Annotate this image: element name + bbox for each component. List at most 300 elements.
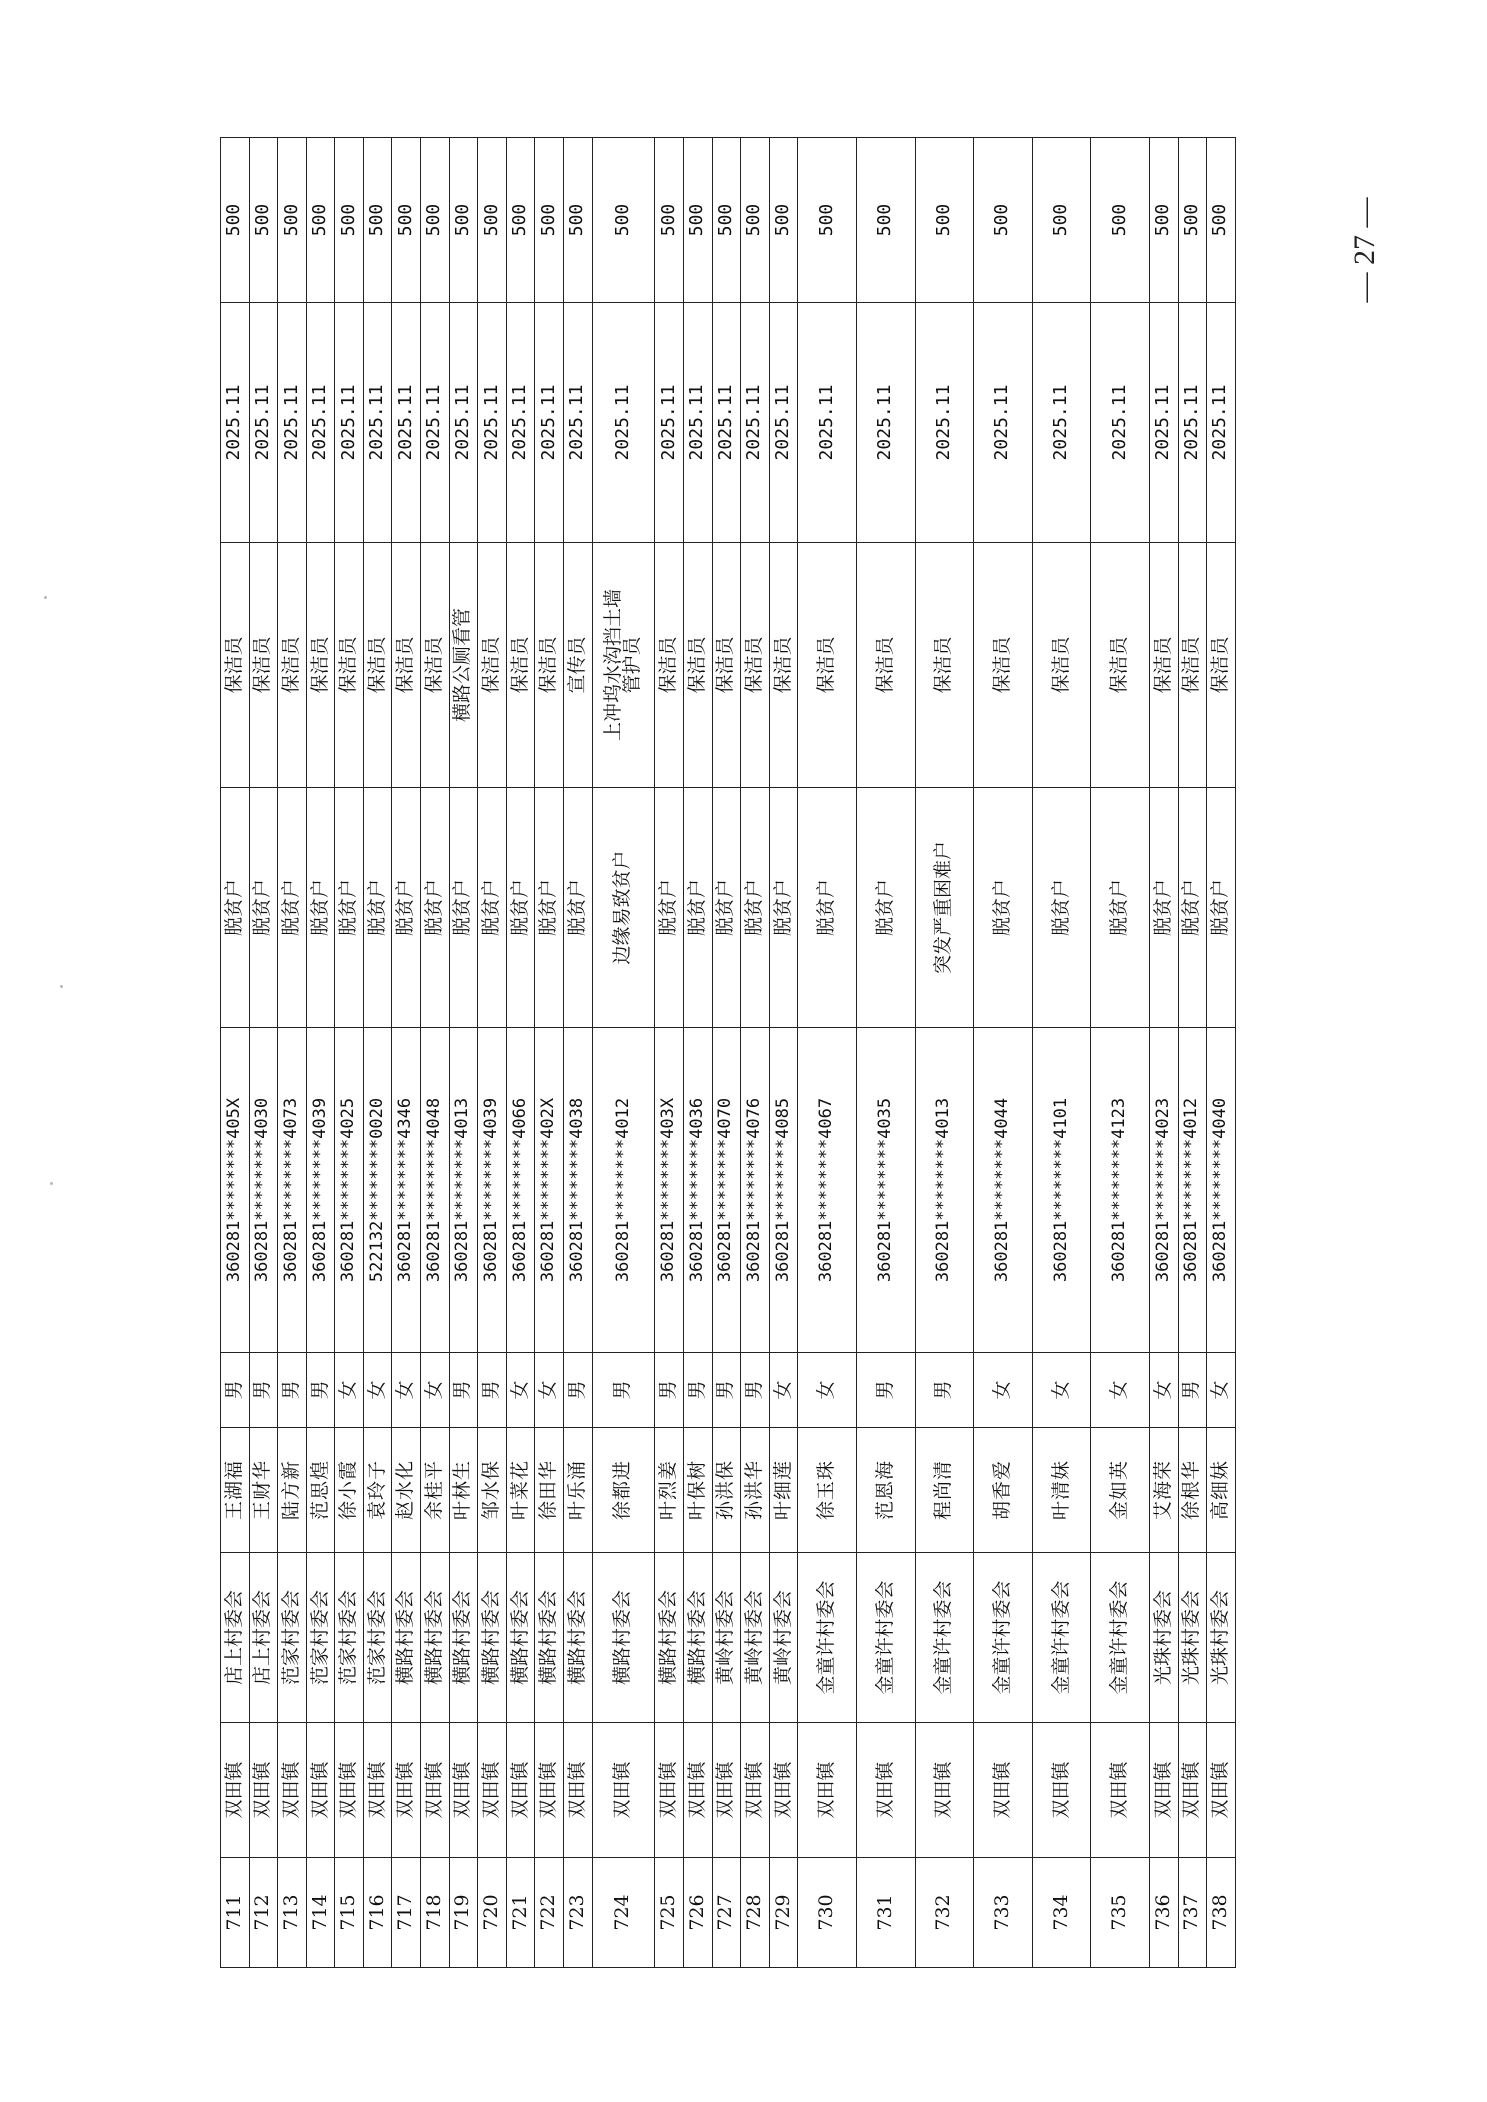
scan-speck <box>60 985 63 988</box>
id-number-cell: 360281********4013 <box>449 1028 478 1353</box>
job-cell <box>478 543 507 788</box>
gender-cell: 女 <box>1032 1353 1091 1428</box>
household-type-cell: 脱贫户 <box>335 788 364 1028</box>
village-cell: 横路村委会 <box>592 1553 655 1723</box>
amount-cell: 500 <box>1032 138 1091 303</box>
name-cell: 徐根华 <box>1178 1428 1207 1553</box>
id-number-cell: 360281********4036 <box>683 1028 712 1353</box>
job-cell <box>335 543 364 788</box>
town-cell: 双田镇 <box>1032 1723 1091 1858</box>
village-cell: 金童许村委会 <box>915 1553 974 1723</box>
household-type-cell: 脱贫户 <box>856 788 915 1028</box>
amount-cell: 500 <box>1149 138 1178 303</box>
month-cell: 2025.11 <box>249 303 278 543</box>
month-cell: 2025.11 <box>335 303 364 543</box>
table-row <box>915 138 974 1968</box>
month-cell: 2025.11 <box>592 303 655 543</box>
gender-cell: 男 <box>741 1353 770 1428</box>
gender-cell: 女 <box>335 1353 364 1428</box>
row-number: 727 <box>712 1858 741 1968</box>
rotated-table-wrapper <box>220 138 1235 1968</box>
town-cell: 双田镇 <box>655 1723 684 1858</box>
amount-cell: 500 <box>856 138 915 303</box>
town-cell: 双田镇 <box>249 1723 278 1858</box>
id-number-cell: 360281********4038 <box>563 1028 592 1353</box>
job-cell <box>1178 543 1207 788</box>
amount-cell: 500 <box>363 138 392 303</box>
row-number: 711 <box>221 1858 250 1968</box>
town-cell: 双田镇 <box>392 1723 421 1858</box>
table-row <box>535 138 564 1968</box>
job-line: 保洁员 <box>308 636 331 694</box>
gender-cell: 女 <box>769 1353 798 1428</box>
town-cell: 双田镇 <box>741 1723 770 1858</box>
household-type-cell: 脱贫户 <box>1178 788 1207 1028</box>
name-cell: 叶细莲 <box>769 1428 798 1553</box>
village-cell: 横路村委会 <box>449 1553 478 1723</box>
town-cell: 双田镇 <box>1178 1723 1207 1858</box>
month-cell: 2025.11 <box>563 303 592 543</box>
town-cell: 双田镇 <box>563 1723 592 1858</box>
name-cell: 程尚清 <box>915 1428 974 1553</box>
row-number: 718 <box>421 1858 450 1968</box>
row-number: 721 <box>506 1858 535 1968</box>
town-cell: 双田镇 <box>221 1723 250 1858</box>
household-type-cell: 边缘易致贫户 <box>592 788 655 1028</box>
town-cell: 双田镇 <box>915 1723 974 1858</box>
household-type-cell: 脱贫户 <box>1032 788 1091 1028</box>
table-row <box>249 138 278 1968</box>
row-number: 712 <box>249 1858 278 1968</box>
job-line: 保洁员 <box>932 636 955 694</box>
table-row <box>1032 138 1091 1968</box>
month-cell: 2025.11 <box>712 303 741 543</box>
job-cell <box>506 543 535 788</box>
name-cell: 范思煌 <box>306 1428 335 1553</box>
amount-cell: 500 <box>1178 138 1207 303</box>
month-cell: 2025.11 <box>278 303 307 543</box>
name-cell: 孙洪华 <box>741 1428 770 1553</box>
job-cell <box>278 543 307 788</box>
household-type-cell: 脱贫户 <box>278 788 307 1028</box>
town-cell: 双田镇 <box>335 1723 364 1858</box>
row-number: 729 <box>769 1858 798 1968</box>
table-row <box>478 138 507 1968</box>
village-cell: 横路村委会 <box>563 1553 592 1723</box>
household-type-cell: 脱贫户 <box>392 788 421 1028</box>
town-cell: 双田镇 <box>363 1723 392 1858</box>
id-number-cell: 360281********4025 <box>335 1028 364 1353</box>
village-cell: 范家村委会 <box>363 1553 392 1723</box>
amount-cell: 500 <box>535 138 564 303</box>
household-type-cell: 脱贫户 <box>655 788 684 1028</box>
village-cell: 范家村委会 <box>335 1553 364 1723</box>
amount-cell: 500 <box>712 138 741 303</box>
month-cell: 2025.11 <box>1207 303 1236 543</box>
job-line: 保洁员 <box>508 636 531 694</box>
job-line: 保洁员 <box>742 636 765 694</box>
table-row <box>1149 138 1178 1968</box>
row-number: 716 <box>363 1858 392 1968</box>
row-number: 738 <box>1207 1858 1236 1968</box>
job-line: 保洁员 <box>873 636 896 694</box>
id-number-cell: 360281********403X <box>655 1028 684 1353</box>
amount-cell: 500 <box>506 138 535 303</box>
personnel-table <box>220 137 1236 1968</box>
gender-cell: 女 <box>1149 1353 1178 1428</box>
row-number: 715 <box>335 1858 364 1968</box>
job-cell <box>856 543 915 788</box>
name-cell: 徐田华 <box>535 1428 564 1553</box>
job-line: 保洁员 <box>251 636 274 694</box>
amount-cell: 500 <box>249 138 278 303</box>
town-cell: 双田镇 <box>1091 1723 1150 1858</box>
job-line: 保洁员 <box>815 636 838 694</box>
gender-cell: 男 <box>249 1353 278 1428</box>
village-cell: 金童许村委会 <box>856 1553 915 1723</box>
job-line: 保洁员 <box>1180 636 1203 694</box>
gender-cell: 男 <box>1178 1353 1207 1428</box>
row-number: 725 <box>655 1858 684 1968</box>
name-cell: 高细妹 <box>1207 1428 1236 1553</box>
name-cell: 叶保树 <box>683 1428 712 1553</box>
gender-cell: 男 <box>712 1353 741 1428</box>
job-cell <box>974 543 1033 788</box>
month-cell: 2025.11 <box>478 303 507 543</box>
village-cell: 金童许村委会 <box>1032 1553 1091 1723</box>
town-cell: 双田镇 <box>974 1723 1033 1858</box>
town-cell: 双田镇 <box>506 1723 535 1858</box>
job-cell <box>363 543 392 788</box>
job-cell <box>798 543 857 788</box>
job-line: 保洁员 <box>657 636 680 694</box>
gender-cell: 男 <box>306 1353 335 1428</box>
row-number: 713 <box>278 1858 307 1968</box>
month-cell: 2025.11 <box>506 303 535 543</box>
id-number-cell: 360281********4012 <box>1178 1028 1207 1353</box>
village-cell: 横路村委会 <box>506 1553 535 1723</box>
name-cell: 徐小霞 <box>335 1428 364 1553</box>
job-cell <box>221 543 250 788</box>
gender-cell: 男 <box>915 1353 974 1428</box>
row-number: 720 <box>478 1858 507 1968</box>
row-number: 731 <box>856 1858 915 1968</box>
household-type-cell: 脱贫户 <box>683 788 712 1028</box>
name-cell: 袁玲子 <box>363 1428 392 1553</box>
village-cell: 店上村委会 <box>221 1553 250 1723</box>
table-body <box>221 138 1236 1968</box>
gender-cell: 男 <box>655 1353 684 1428</box>
table-row <box>421 138 450 1968</box>
row-number: 726 <box>683 1858 712 1968</box>
town-cell: 双田镇 <box>306 1723 335 1858</box>
amount-cell: 500 <box>974 138 1033 303</box>
amount-cell: 500 <box>335 138 364 303</box>
amount-cell: 500 <box>915 138 974 303</box>
village-cell: 横路村委会 <box>392 1553 421 1723</box>
amount-cell: 500 <box>683 138 712 303</box>
amount-cell: 500 <box>449 138 478 303</box>
village-cell: 黄岭村委会 <box>712 1553 741 1723</box>
month-cell: 2025.11 <box>1178 303 1207 543</box>
month-cell: 2025.11 <box>221 303 250 543</box>
job-cell <box>306 543 335 788</box>
village-cell: 金童许村委会 <box>974 1553 1033 1723</box>
id-number-cell: 360281********4039 <box>306 1028 335 1353</box>
job-line: 保洁员 <box>685 636 708 694</box>
amount-cell: 500 <box>1207 138 1236 303</box>
row-number: 734 <box>1032 1858 1091 1968</box>
household-type-cell: 脱贫户 <box>563 788 592 1028</box>
row-number: 736 <box>1149 1858 1178 1968</box>
name-cell: 叶乐涌 <box>563 1428 592 1553</box>
id-number-cell: 360281********4085 <box>769 1028 798 1353</box>
month-cell: 2025.11 <box>449 303 478 543</box>
job-cell <box>655 543 684 788</box>
household-type-cell: 脱贫户 <box>363 788 392 1028</box>
month-cell: 2025.11 <box>306 303 335 543</box>
table-row <box>1091 138 1150 1968</box>
job-cell <box>915 543 974 788</box>
amount-cell: 500 <box>655 138 684 303</box>
month-cell: 2025.11 <box>915 303 974 543</box>
job-cell <box>1091 543 1150 788</box>
name-cell: 徐都进 <box>592 1428 655 1553</box>
gender-cell: 女 <box>363 1353 392 1428</box>
village-cell: 黄岭村委会 <box>769 1553 798 1723</box>
gender-cell: 男 <box>478 1353 507 1428</box>
job-line: 保洁员 <box>714 636 737 694</box>
job-cell <box>249 543 278 788</box>
village-cell: 光珠村委会 <box>1207 1553 1236 1723</box>
job-line: 横路公厕看管 <box>451 608 474 723</box>
town-cell: 双田镇 <box>683 1723 712 1858</box>
job-line: 保洁员 <box>365 636 388 694</box>
village-cell: 横路村委会 <box>655 1553 684 1723</box>
gender-cell: 男 <box>449 1353 478 1428</box>
gender-cell: 女 <box>535 1353 564 1428</box>
name-cell: 徐玉珠 <box>798 1428 857 1553</box>
job-line: 宣传员 <box>565 636 588 694</box>
gender-cell: 女 <box>1091 1353 1150 1428</box>
row-number: 735 <box>1091 1858 1150 1968</box>
town-cell: 双田镇 <box>449 1723 478 1858</box>
month-cell: 2025.11 <box>974 303 1033 543</box>
row-number: 724 <box>592 1858 655 1968</box>
gender-cell: 女 <box>974 1353 1033 1428</box>
id-number-cell: 360281********405X <box>221 1028 250 1353</box>
village-cell: 横路村委会 <box>421 1553 450 1723</box>
village-cell: 金童许村委会 <box>798 1553 857 1723</box>
job-line: 管护员 <box>621 636 644 694</box>
row-number: 717 <box>392 1858 421 1968</box>
id-number-cell: 360281********4073 <box>278 1028 307 1353</box>
village-cell: 金童许村委会 <box>1091 1553 1150 1723</box>
id-number-cell: 360281********4013 <box>915 1028 974 1353</box>
table-row <box>563 138 592 1968</box>
job-cell <box>741 543 770 788</box>
month-cell: 2025.11 <box>683 303 712 543</box>
gender-cell: 男 <box>221 1353 250 1428</box>
name-cell: 艾海荣 <box>1149 1428 1178 1553</box>
household-type-cell: 脱贫户 <box>421 788 450 1028</box>
id-number-cell: 360281********4101 <box>1032 1028 1091 1353</box>
table-row <box>655 138 684 1968</box>
amount-cell: 500 <box>741 138 770 303</box>
village-cell: 光珠村委会 <box>1178 1553 1207 1723</box>
amount-cell: 500 <box>563 138 592 303</box>
household-type-cell: 脱贫户 <box>535 788 564 1028</box>
gender-cell: 男 <box>856 1353 915 1428</box>
table-row <box>769 138 798 1968</box>
id-number-cell: 360281********4030 <box>249 1028 278 1353</box>
row-number: 723 <box>563 1858 592 1968</box>
month-cell: 2025.11 <box>1149 303 1178 543</box>
gender-cell: 男 <box>563 1353 592 1428</box>
month-cell: 2025.11 <box>363 303 392 543</box>
gender-cell: 女 <box>506 1353 535 1428</box>
job-line: 保洁员 <box>1108 636 1131 694</box>
job-line: 保洁员 <box>337 636 360 694</box>
household-type-cell: 脱贫户 <box>741 788 770 1028</box>
table-row <box>506 138 535 1968</box>
id-number-cell: 360281********4076 <box>741 1028 770 1353</box>
id-number-cell: 360281********4023 <box>1149 1028 1178 1353</box>
id-number-cell: 360281********4066 <box>506 1028 535 1353</box>
id-number-cell: 360281********4035 <box>856 1028 915 1353</box>
village-cell: 横路村委会 <box>478 1553 507 1723</box>
job-line: 保洁员 <box>771 636 794 694</box>
household-type-cell: 脱贫户 <box>506 788 535 1028</box>
town-cell: 双田镇 <box>1207 1723 1236 1858</box>
amount-cell: 500 <box>278 138 307 303</box>
job-cell <box>1207 543 1236 788</box>
row-number: 719 <box>449 1858 478 1968</box>
row-number: 728 <box>741 1858 770 1968</box>
household-type-cell: 脱贫户 <box>712 788 741 1028</box>
month-cell: 2025.11 <box>655 303 684 543</box>
gender-cell: 女 <box>421 1353 450 1428</box>
job-cell <box>563 543 592 788</box>
name-cell: 范恩海 <box>856 1428 915 1553</box>
village-cell: 黄岭村委会 <box>741 1553 770 1723</box>
village-cell: 光珠村委会 <box>1149 1553 1178 1723</box>
month-cell: 2025.11 <box>798 303 857 543</box>
gender-cell: 男 <box>683 1353 712 1428</box>
id-number-cell: 360281********4012 <box>592 1028 655 1353</box>
amount-cell: 500 <box>798 138 857 303</box>
row-number: 732 <box>915 1858 974 1968</box>
village-cell: 范家村委会 <box>278 1553 307 1723</box>
household-type-cell: 突发严重困难户 <box>915 788 974 1028</box>
town-cell: 双田镇 <box>712 1723 741 1858</box>
town-cell: 双田镇 <box>535 1723 564 1858</box>
gender-cell: 女 <box>392 1353 421 1428</box>
amount-cell: 500 <box>392 138 421 303</box>
month-cell: 2025.11 <box>741 303 770 543</box>
household-type-cell: 脱贫户 <box>974 788 1033 1028</box>
id-number-cell: 360281********4070 <box>712 1028 741 1353</box>
id-number-cell: 360281********4039 <box>478 1028 507 1353</box>
household-type-cell: 脱贫户 <box>306 788 335 1028</box>
job-cell <box>535 543 564 788</box>
scan-speck <box>50 1182 53 1185</box>
name-cell: 叶清妹 <box>1032 1428 1091 1553</box>
household-type-cell: 脱贫户 <box>478 788 507 1028</box>
job-line: 保洁员 <box>279 636 302 694</box>
household-type-cell: 脱贫户 <box>1149 788 1178 1028</box>
amount-cell: 500 <box>306 138 335 303</box>
id-number-cell: 522132********0020 <box>363 1028 392 1353</box>
name-cell: 邹水保 <box>478 1428 507 1553</box>
table-row <box>741 138 770 1968</box>
job-cell <box>421 543 450 788</box>
table-row <box>683 138 712 1968</box>
town-cell: 双田镇 <box>769 1723 798 1858</box>
household-type-cell: 脱贫户 <box>249 788 278 1028</box>
name-cell: 余桂平 <box>421 1428 450 1553</box>
name-cell: 赵水化 <box>392 1428 421 1553</box>
name-cell: 王财华 <box>249 1428 278 1553</box>
job-cell <box>683 543 712 788</box>
job-cell <box>712 543 741 788</box>
town-cell: 双田镇 <box>278 1723 307 1858</box>
month-cell: 2025.11 <box>392 303 421 543</box>
household-type-cell: 脱贫户 <box>221 788 250 1028</box>
month-cell: 2025.11 <box>535 303 564 543</box>
gender-cell: 女 <box>1207 1353 1236 1428</box>
job-cell <box>392 543 421 788</box>
amount-cell: 500 <box>769 138 798 303</box>
id-number-cell: 360281********4048 <box>421 1028 450 1353</box>
amount-cell: 500 <box>592 138 655 303</box>
name-cell: 陆方新 <box>278 1428 307 1553</box>
month-cell: 2025.11 <box>1091 303 1150 543</box>
job-line: 保洁员 <box>537 636 560 694</box>
town-cell: 双田镇 <box>856 1723 915 1858</box>
table-row <box>392 138 421 1968</box>
name-cell: 叶菜花 <box>506 1428 535 1553</box>
row-number: 737 <box>1178 1858 1207 1968</box>
household-type-cell: 脱贫户 <box>798 788 857 1028</box>
scan-speck <box>44 596 47 599</box>
town-cell: 双田镇 <box>1149 1723 1178 1858</box>
row-number: 733 <box>974 1858 1033 1968</box>
row-number: 714 <box>306 1858 335 1968</box>
town-cell: 双田镇 <box>592 1723 655 1858</box>
table-row <box>363 138 392 1968</box>
job-line: 保洁员 <box>1208 636 1231 694</box>
job-line: 保洁员 <box>1049 636 1072 694</box>
gender-cell: 女 <box>798 1353 857 1428</box>
job-cell <box>1149 543 1178 788</box>
table-row <box>974 138 1033 1968</box>
job-cell <box>1032 543 1091 788</box>
name-cell: 孙洪保 <box>712 1428 741 1553</box>
town-cell: 双田镇 <box>478 1723 507 1858</box>
village-cell: 横路村委会 <box>535 1553 564 1723</box>
table-row <box>1207 138 1236 1968</box>
id-number-cell: 360281********4044 <box>974 1028 1033 1353</box>
job-line: 保洁员 <box>394 636 417 694</box>
table-row <box>278 138 307 1968</box>
month-cell: 2025.11 <box>856 303 915 543</box>
town-cell: 双田镇 <box>798 1723 857 1858</box>
row-number: 730 <box>798 1858 857 1968</box>
household-type-cell: 脱贫户 <box>449 788 478 1028</box>
household-type-cell: 脱贫户 <box>1207 788 1236 1028</box>
table-row <box>306 138 335 1968</box>
